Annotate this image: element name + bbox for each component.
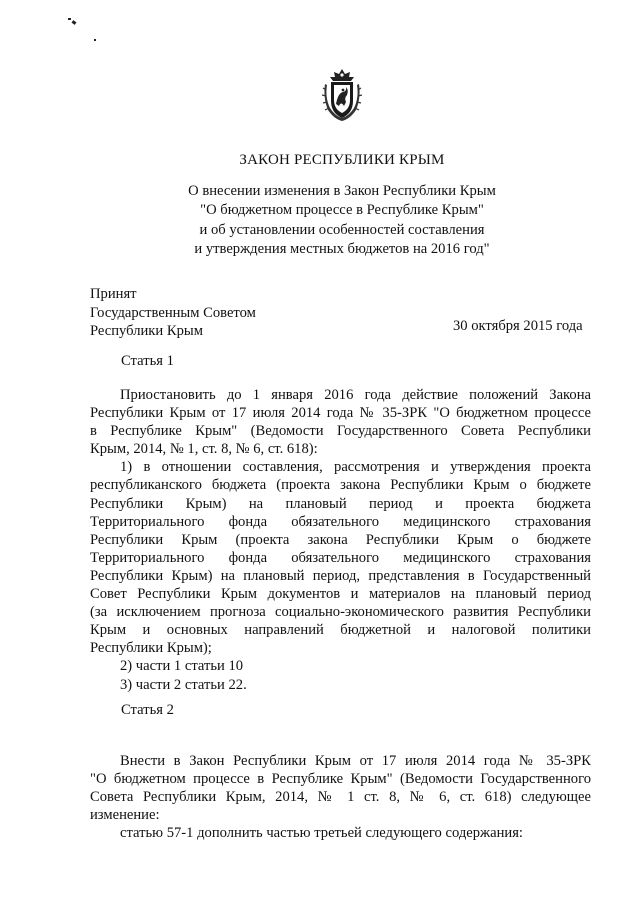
paragraph-line: в Республике Крым" (Ведомости Государственного Совета Республики: [90, 423, 591, 440]
article-1-heading: Статья 1: [121, 353, 174, 369]
crimea-coat-of-arms-icon: [322, 68, 362, 122]
paragraph-line: Крым, 2014, № 1, ст. 8, № 6, ст. 618):: [90, 441, 318, 458]
scan-speck: [68, 18, 71, 20]
paragraph-line: изменение:: [90, 807, 160, 824]
adoption-date: 30 октября 2015 года: [453, 318, 583, 334]
list-item-line: Республики Крым) на плановый период, представления в Государственный: [90, 567, 591, 584]
subtitle-line: и об установлении особенностей составления: [199, 221, 485, 238]
adopted-label: Принят: [90, 286, 137, 302]
scan-speck: [72, 20, 77, 25]
paragraph-line: "О бюджетном процессе в Республике Крым" (Ведомости Государственного: [90, 771, 591, 788]
list-item-line: (за исключением прогноза социально-экономического развития Республики: [90, 604, 591, 621]
article-1-body: [90, 386, 591, 694]
adopting-body-line: Республики Крым: [90, 323, 203, 339]
law-title: ЗАКОН РЕСПУБЛИКИ КРЫМ: [239, 152, 445, 168]
list-item-line: Крым и основных направлений бюджетной и налоговой политики: [90, 622, 591, 639]
adopting-body-line: Государственным Советом: [90, 304, 256, 321]
list-item-line: Территориального фонда обязательного медицинского страхования: [90, 549, 591, 566]
list-item-line: Совет Республики Крым документов и материалов на плановый период: [90, 586, 591, 603]
adoption-block: [90, 285, 256, 341]
paragraph-line: Внести в Закон Республики Крым от 17 июля 2014 года № 35-ЗРК: [120, 753, 591, 769]
scan-speck: [94, 39, 96, 41]
subtitle-line: и утверждения местных бюджетов на 2016 год": [194, 240, 490, 257]
paragraph-line: Совета Республики Крым, 2014, № 1 ст. 8, № 6, ст. 618) следующее: [90, 789, 591, 806]
subtitle-line: "О бюджетном процессе в Республике Крым": [200, 202, 484, 219]
list-item-line: 2) части 1 статьи 10: [120, 658, 244, 675]
article-2-heading: Статья 2: [121, 702, 174, 718]
subtitle-line: О внесении изменения в Закон Республики Крым: [188, 183, 496, 199]
list-item-line: Территориального фонда обязательного медицинского страхования: [90, 513, 591, 530]
list-item-line: республиканского бюджета (проекта закона Республики Крым о бюджете: [90, 477, 591, 494]
list-item-line: 1) в отношении составления, рассмотрения и утверждения проекта: [120, 459, 591, 476]
paragraph-line: Приостановить до 1 января 2016 года действие положений Закона: [120, 387, 591, 403]
article-2-body: [90, 752, 591, 842]
list-item-line: Республики Крым);: [90, 640, 212, 657]
amendment-line: статью 57-1 дополнить частью третьей следующего содержания:: [120, 825, 523, 842]
list-item-line: Республики Крым (проекта закона Республики Крым о бюджете: [90, 531, 591, 548]
law-subtitle: [0, 182, 640, 259]
paragraph-line: Республики Крым от 17 июля 2014 года № 35-ЗРК "О бюджетном процессе: [90, 405, 591, 422]
list-item-line: 3) части 2 статьи 22.: [120, 676, 247, 693]
list-item-line: Республики Крым) на плановый период и проекта бюджета: [90, 495, 591, 512]
